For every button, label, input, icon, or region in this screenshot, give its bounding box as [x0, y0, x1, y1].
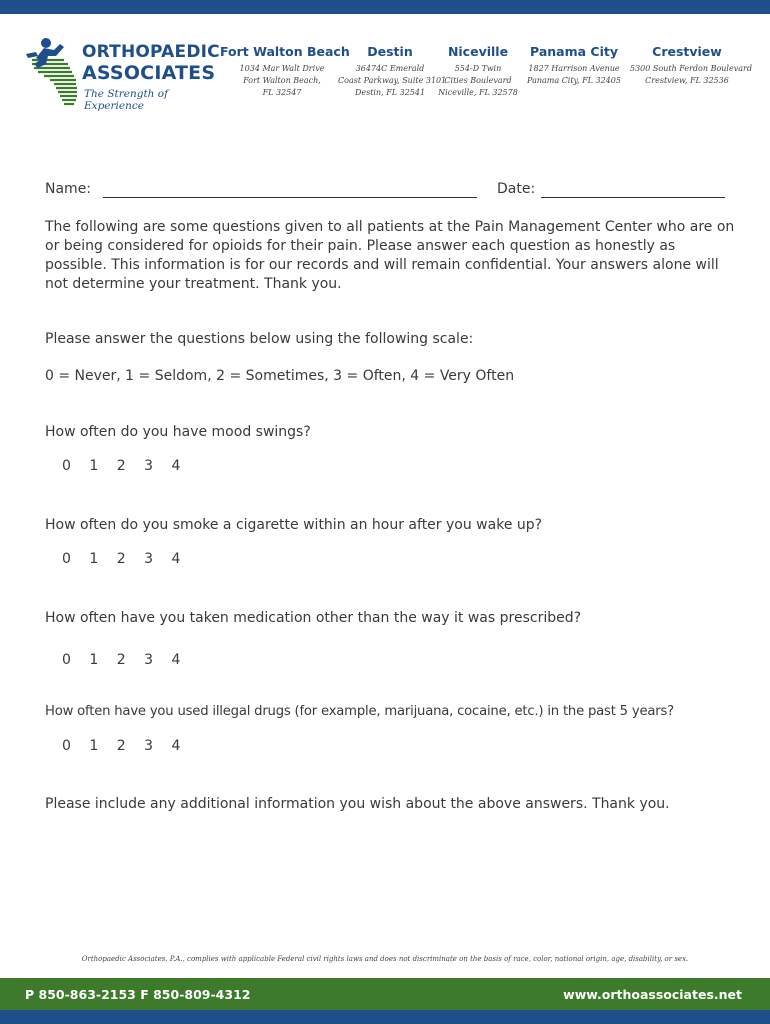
location-city: Panama City [530, 44, 618, 59]
answer-option-2[interactable]: 2 [116, 458, 126, 474]
footer-website-link[interactable]: www.orthoassociates.net [563, 987, 742, 1002]
answer-option-3[interactable]: 3 [144, 738, 154, 754]
answer-option-1[interactable]: 1 [89, 551, 99, 567]
footer-strip [0, 1010, 770, 1024]
question-1: How often do you have mood swings? [45, 424, 311, 440]
scale-instruction: Please answer the questions below using the following scale: [45, 331, 474, 347]
header-bar [0, 0, 770, 14]
answer-option-3[interactable]: 3 [144, 458, 154, 474]
answer-option-4[interactable]: 4 [171, 458, 181, 474]
location-address: 36474C Emerald Coast Parkway, Suite 3101 Destin, FL 32541 [338, 64, 447, 97]
answer-option-3[interactable]: 3 [144, 652, 154, 668]
location-city: Destin [367, 44, 413, 59]
location-city: Crestview [652, 44, 722, 59]
location-city: Niceville [447, 44, 509, 59]
answer-option-1[interactable]: 1 [89, 652, 99, 668]
answer-option-4[interactable]: 4 [171, 738, 181, 754]
answer-option-0[interactable]: 0 [62, 652, 71, 668]
answer-scale-4 [62, 738, 188, 754]
answer-option-0[interactable]: 0 [62, 551, 71, 567]
question-2: How often do you smoke a cigarette within an hour after you wake up? [45, 517, 543, 533]
name-field[interactable] [103, 197, 477, 198]
location-crestview [630, 44, 752, 87]
answer-option-2[interactable]: 2 [116, 551, 126, 567]
answer-option-0[interactable]: 0 [62, 738, 71, 754]
question-4: How often have you used illegal drugs (for example, marijuana, cocaine, etc.) in the past 5 years? [45, 704, 674, 719]
closing-note: Please include any additional information you wish about the above answers. Thank you. [45, 796, 670, 812]
logo [24, 36, 220, 112]
question-3: How often have you taken medication other than the way it was prescribed? [45, 610, 582, 626]
logo-name-line2: ASSOCIATES [82, 62, 216, 84]
logo-florida-runner-icon [24, 36, 80, 112]
location-destin [338, 44, 447, 99]
footer-phone-fax: P 850-863-2153 F 850-809-4312 [25, 987, 251, 1002]
location-address: 5300 South Ferdon Boulevard Crestview, FL 32536 [630, 64, 752, 85]
logo-tagline: The Strength of Experience [84, 88, 168, 112]
logo-name-line1: ORTHOPAEDIC [82, 42, 220, 62]
nondiscrimination-disclaimer: Orthopaedic Associates, P.A., complies with applicable Federal civil rights laws and does not discriminate on the basis of race, color, national origin, age, disability, or sex. [81, 955, 689, 963]
answer-option-1[interactable]: 1 [89, 458, 99, 474]
date-field[interactable] [541, 197, 725, 198]
name-label: Name: [45, 181, 92, 197]
answer-scale-1 [62, 458, 188, 474]
answer-option-3[interactable]: 3 [144, 551, 154, 567]
answer-option-1[interactable]: 1 [89, 738, 99, 754]
location-panama-city [522, 44, 626, 87]
location-fort-walton-beach [220, 44, 350, 99]
intro-paragraph: The following are some questions given to all patients at the Pain Management Center who are on or being considered for opioids for their pain. Please answer each question as honestly as possible. This information is for our records and will remain confidential. Your answers alone will not determine your treatment. Thank you. [45, 219, 735, 292]
answer-option-2[interactable]: 2 [116, 738, 126, 754]
location-niceville [438, 44, 518, 99]
answer-option-0[interactable]: 0 [62, 458, 71, 474]
name-date-row [45, 181, 727, 201]
answer-scale-2 [62, 551, 188, 567]
answer-scale-3 [62, 652, 188, 668]
answer-option-4[interactable]: 4 [171, 551, 181, 567]
location-address: 1827 Harrison Avenue Panama City, FL 32405 [527, 64, 621, 85]
location-address: 1034 Mar Walt Drive Fort Walton Beach, FL 32547 [239, 64, 325, 97]
scale-legend: 0 = Never, 1 = Seldom, 2 = Sometimes, 3 = Often, 4 = Very Often [45, 368, 515, 384]
location-city: Fort Walton Beach [220, 44, 350, 59]
answer-option-2[interactable]: 2 [116, 652, 126, 668]
answer-option-4[interactable]: 4 [171, 652, 181, 668]
location-address: 554-D Twin Cities Boulevard Niceville, FL 32578 [438, 64, 518, 97]
date-label: Date: [497, 181, 536, 197]
